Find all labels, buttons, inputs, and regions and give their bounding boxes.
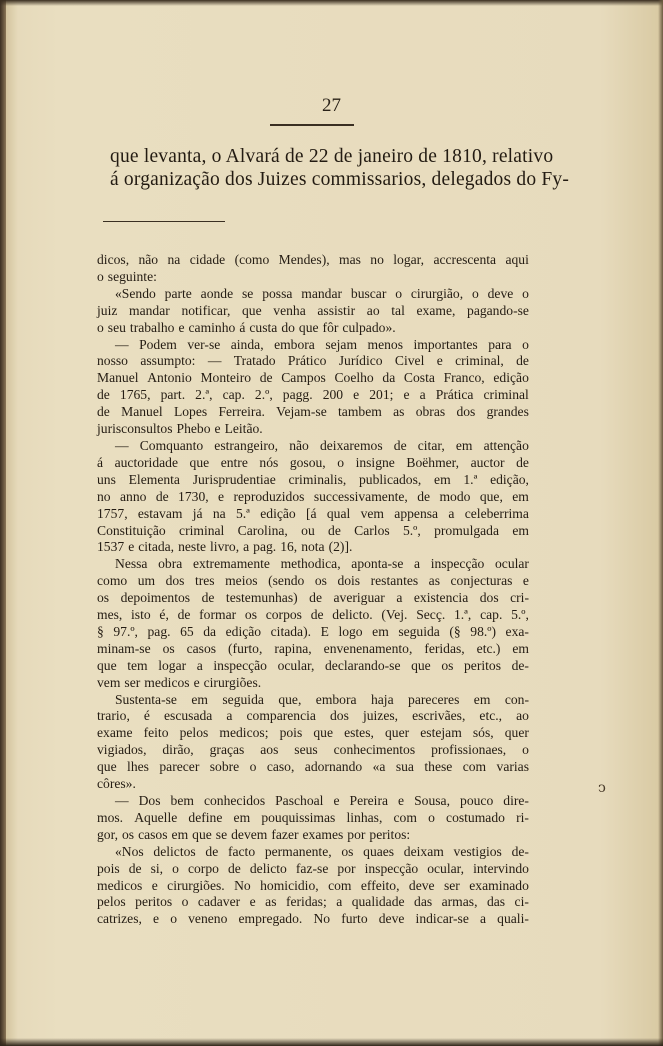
text-line: os depoimentos de testemunhas) de averiguar a existencia dos cri-: [97, 590, 529, 606]
text-line: de Manuel Lopes Ferreira. Vejam-se tambem as obras dos grandes: [97, 404, 529, 420]
text-line: como um dos tres meios (sendo os dois restantes as conjecturas e: [97, 573, 529, 589]
text-line: — Dos bem conhecidos Paschoal e Pereira e Sousa, pouco dire-: [115, 793, 529, 808]
text-line: pois de si, o corpo de delicto faz-se por inspecção ocular, intervindo: [97, 860, 529, 876]
text-line: minam-se os casos (furto, rapina, envenenamento, feridas, etc.) em: [97, 640, 529, 656]
text-line: no anno de 1730, e reproduzidos successivamente, de modo que, em: [97, 488, 529, 504]
text-line: que lhes parecer sobre o caso, adornando «a sua these com varias: [97, 759, 529, 775]
text-line: mos. Aquelle define em pouquissimas linhas, com o costumado ri-: [97, 809, 529, 825]
text-line: o seguinte:: [97, 268, 157, 284]
intro-line: que levanta, o Alvará de 22 de janeiro de 1810, relativo: [110, 146, 554, 167]
text-line: gor, os casos em que se devem fazer exames por peritos:: [97, 826, 411, 842]
text-line: vigiados, dirão, graças aos seus conhecimentos profissionaes, o: [97, 742, 529, 758]
text-line: § 97.º, pag. 65 da edição citada). E logo em seguida (§ 98.º) exa-: [97, 623, 529, 639]
text-line: 1757, estavam já na 5.ª edição [á qual vem appensa a celeberrima: [97, 505, 529, 521]
text-line: «Sendo parte aonde se possa mandar buscar o cirurgião, o deve o: [115, 285, 529, 301]
text-line: de 1765, part. 2.ª, cap. 2.º, pagg. 200 e 201; e a Prática criminal: [97, 387, 529, 403]
text-line: côres».: [97, 776, 136, 792]
text-line: — Podem ver-se ainda, embora sejam menos importantes para o: [115, 336, 529, 352]
intro-paragraph: [110, 145, 570, 191]
text-line: Nessa obra extremamente methodica, aponta-se a inspecção ocular: [115, 556, 529, 572]
intro-line: á organização dos Juizes commissarios, delegados do Fy-: [110, 169, 570, 190]
page-number: 27: [322, 95, 341, 116]
text-line: jurisconsultos Phebo e Leitão.: [97, 421, 263, 437]
page-number-rule: [270, 124, 354, 126]
footnote-text: [97, 252, 529, 928]
page-top-edge: [0, 0, 663, 6]
text-line: Sustenta-se em seguida que, embora haja pareceres em con-: [115, 691, 529, 707]
footnote-separator: [103, 221, 225, 222]
text-line: trario, é escusada a comparencia dos juizes, escrivães, etc., ao: [97, 708, 529, 724]
text-line: «Nos delictos de facto permanente, os quaes deixam vestigios de-: [115, 843, 529, 859]
text-line: 1537 e citada, neste livro, a pag. 16, nota (2)].: [97, 539, 353, 555]
text-line: dicos, não na cidade (como Mendes), mas no logar, accrescenta aqui: [97, 252, 529, 267]
page-bottom-edge: [0, 1038, 663, 1046]
text-line: que tem logar a inspecção ocular, declarando-se que os peritos de-: [97, 657, 529, 673]
text-line: á auctoridade que entre nós gosou, o insigne Boëhmer, auctor de: [97, 454, 529, 470]
text-line: Constituição criminal Carolina, ou de Carlos 5.º, promulgada em: [97, 522, 529, 538]
text-line: o seu trabalho e caminho á custa do que fôr culpado».: [97, 319, 396, 335]
text-line: — Comquanto estrangeiro, não deixaremos de citar, em attenção: [115, 437, 529, 453]
text-line: Manuel Antonio Monteiro de Campos Coelho da Costa Franco, edição: [97, 370, 529, 386]
text-line: catrizes, e o veneno empregado. No furto deve indicar-se a quali-: [97, 911, 529, 927]
page-left-shadow: [0, 0, 6, 1046]
page-right-edge: [658, 0, 663, 1046]
text-line: nosso assumpto: — Tratado Prático Jurídico Civel e criminal, de: [97, 353, 529, 369]
text-line: uns Elementa Jurisprudentiae criminalis, publicados, em 1.ª edição,: [97, 471, 529, 487]
margin-mark: ↄ: [598, 780, 606, 796]
text-line: mes, isto é, de formar os corpos de delicto. (Vej. Secç. 1.ª, cap. 5.º,: [97, 607, 529, 623]
text-line: juiz mandar notificar, que venha assistir ao tal exame, pagando-se: [97, 302, 529, 318]
text-line: pelos peritos o cadaver e as feridas; a qualidade das armas, das ci-: [97, 894, 529, 910]
text-line: medicos e cirurgiões. No homicidio, com effeito, deve ser examinado: [97, 877, 529, 893]
text-line: vem ser medicos e cirurgiões.: [97, 674, 262, 690]
text-line: exame feito pelos medicos; pois que estes, quer estejam sós, quer: [97, 725, 529, 741]
